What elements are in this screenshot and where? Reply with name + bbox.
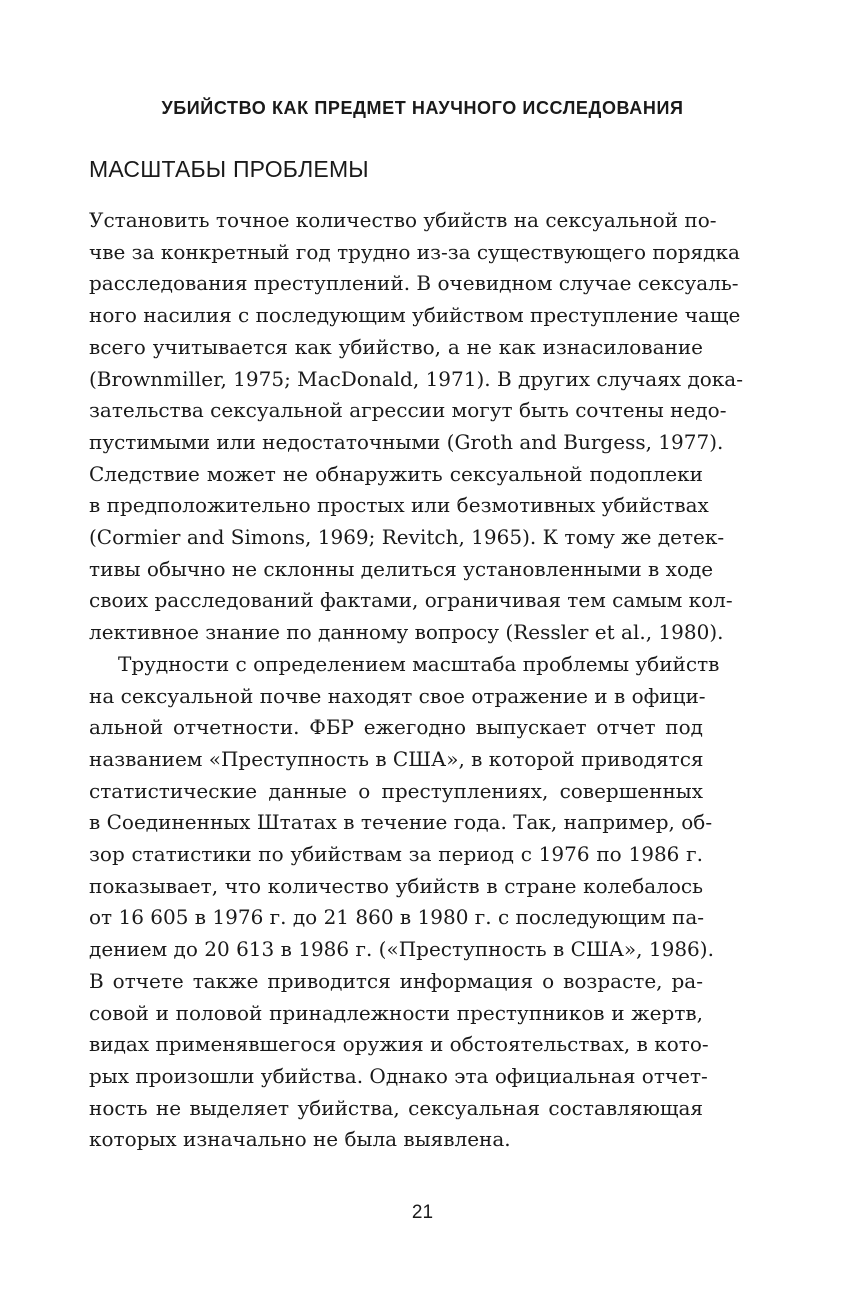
text-line: показывает, что количество убийств в стране колебалось [89, 873, 703, 898]
text-line: своих расследований фактами, ограничивая тем самым кол- [89, 588, 733, 613]
running-head: УБИЙСТВО КАК ПРЕДМЕТ НАУЧНОГО ИССЛЕДОВАНИЯ [161, 98, 684, 118]
text-line: пустимыми или недостаточными (Groth and Burgess, 1977). [89, 429, 724, 454]
text-line: зор статистики по убийствам за период с 1976 по 1986 г. [89, 842, 703, 867]
text-line: видах применявшегося оружия и обстоятельствах, в кото- [89, 1032, 709, 1057]
section-title: МАСШТАБЫ ПРОБЛЕМЫ [89, 156, 369, 182]
text-line: (Cormier and Simons, 1969; Revitch, 1965). К тому же детек- [89, 525, 725, 550]
text-line: ного насилия с последующим убийством преступление чаще [89, 303, 741, 328]
text-line: Следствие может не обнаружить сексуальной подоплеки [89, 461, 703, 486]
paragraph-1 [89, 205, 743, 649]
text-line: В отчете также приводится информация о возрасте, ра- [89, 968, 703, 993]
text-line: названием «Преступность в США», в которой приводятся [89, 746, 704, 771]
text-line: дением до 20 613 в 1986 г. («Преступность в США», 1986). [89, 937, 714, 962]
text-line: которых изначально не была выявлена. [89, 1127, 511, 1152]
text-line: Трудности с определением масштаба проблемы убийств [118, 651, 720, 676]
text-line: (Brownmiller, 1975; MacDonald, 1971). В других случаях дока- [89, 366, 743, 391]
text-line: в предположительно простых или безмотивных убийствах [89, 493, 709, 518]
text-line: зательства сексуальной агрессии могут быть сочтены недо- [89, 398, 727, 423]
page-number: 21 [411, 1202, 434, 1223]
text-line: тивы обычно не склонны делиться установленными в ходе [89, 556, 714, 581]
text-line: в Соединенных Штатах в течение года. Так, например, об- [89, 810, 713, 835]
text-line: на сексуальной почве находят свое отражение и в офици- [89, 683, 706, 708]
paragraph-2 [89, 649, 720, 1156]
text-line: расследования преступлений. В очевидном случае сексуаль- [89, 271, 739, 296]
text-line: ность не выделяет убийства, сексуальная составляющая [89, 1095, 703, 1120]
text-line: Установить точное количество убийств на сексуальной по- [89, 208, 717, 232]
text-line: лективное знание по данному вопросу (Ressler et al., 1980). [89, 620, 724, 645]
text-line: альной отчетности. ФБР ежегодно выпускает отчет под [89, 715, 703, 740]
text-line: от 16 605 в 1976 г. до 21 860 в 1980 г. с последующим па- [89, 905, 704, 930]
body-text [89, 205, 743, 1156]
text-line: чве за конкретный год трудно из-за существующего порядка [89, 239, 740, 264]
text-line: совой и половой принадлежности преступников и жертв, [89, 1000, 703, 1025]
text-line: рых произошли убийства. Однако эта официальная отчет- [89, 1063, 708, 1088]
text-line: статистические данные о преступлениях, совершенных [89, 778, 703, 803]
text-line: всего учитывается как убийство, а не как изнасилование [89, 334, 703, 359]
